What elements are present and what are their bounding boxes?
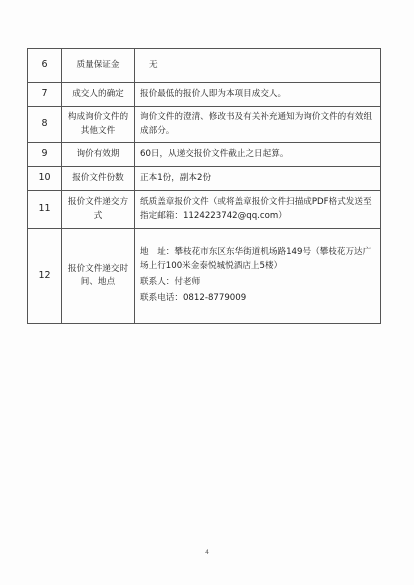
row-label: 构成询价文件的其他文件: [62, 107, 135, 143]
row-value: 询价文件的澄清、修改书及有关补充通知为询价文件的有效组成部分。: [135, 107, 381, 143]
table-row: [28, 49, 381, 83]
row-value: 纸质盖章报价文件（或将盖章报价文件扫描成PDF格式发送至指定邮箱：1124223742@qq.com）: [135, 191, 381, 229]
row-value: [135, 229, 381, 324]
row-value: 正本1份，副本2份: [135, 167, 381, 191]
contact-line: 联系人：付老师: [140, 277, 201, 287]
table-row: [28, 83, 381, 107]
table-row: [28, 143, 381, 167]
table-row: [28, 191, 381, 229]
row-number: 12: [28, 229, 62, 324]
row-label: 成交人的确定: [62, 83, 135, 107]
table-row: [28, 167, 381, 191]
row-value: 报价最低的报价人即为本项目成交人。: [135, 83, 381, 107]
row-value: 无: [135, 49, 381, 83]
row-label: 报价文件递交时间、地点: [62, 229, 135, 324]
row-number: 11: [28, 191, 62, 229]
row-label: 报价文件递交方式: [62, 191, 135, 229]
table-row: [28, 229, 381, 324]
row-number: 7: [28, 83, 62, 107]
row-label: 询价有效期: [62, 143, 135, 167]
phone-line: 联系电话：0812-8779009: [140, 293, 247, 304]
page-number: 4: [205, 549, 209, 556]
address-line: 地 址：攀枝花市东区东华街道机场路149号（攀枝花万达广场上行100米金泰悦城悦酒店上5楼）: [140, 247, 372, 271]
row-number: 6: [28, 49, 62, 83]
procurement-info-table: [27, 48, 381, 324]
row-label: 报价文件份数: [62, 167, 135, 191]
row-number: 8: [28, 107, 62, 143]
row-value: 60日，从递交报价文件截止之日起算。: [135, 143, 381, 167]
row-number: 9: [28, 143, 62, 167]
row-label: 质量保证金: [62, 49, 135, 83]
table-row: [28, 107, 381, 143]
row-number: 10: [28, 167, 62, 191]
